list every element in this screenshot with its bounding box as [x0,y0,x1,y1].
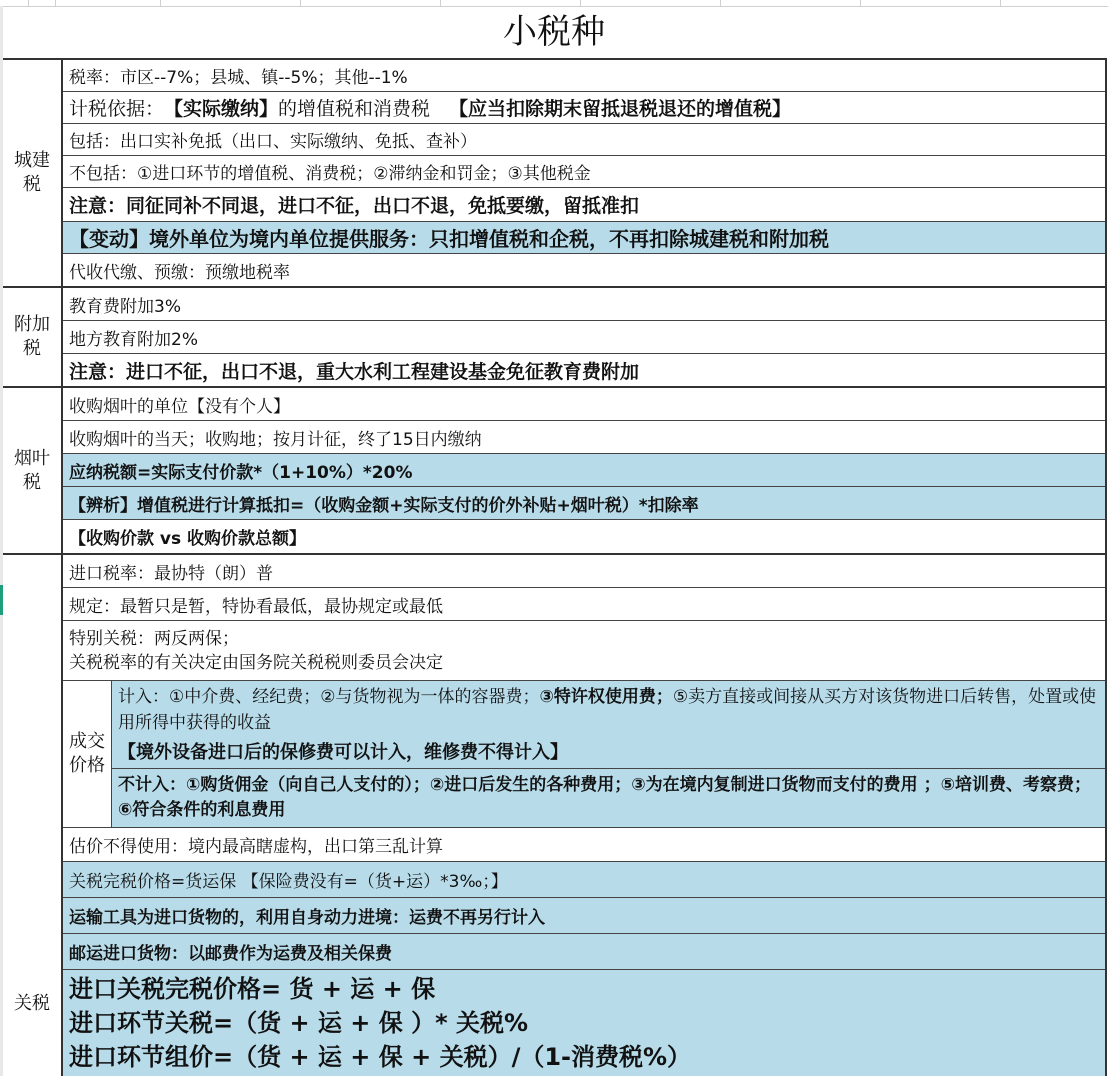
table-row[interactable]: 【变动】境外单位为境内单位提供服务：只扣增值税和企税，不再扣除城建税和附加税 [63,222,1105,254]
formula-line: 进口环节关税=（货 + 运 + 保 ）* 关税% [69,1009,529,1037]
group-urban-construction-tax [3,60,1105,288]
table-row[interactable]: 关税完税价格=货运保 【保险费没有=（货+运）*3‰；】 [63,862,1105,898]
group-surcharge-tax [3,288,1105,388]
group-label: 附加税 [3,288,63,386]
table-row[interactable]: 地方教育附加2% [63,321,1105,354]
table-row[interactable]: 进口税率：最协特（朗）普 [63,555,1105,588]
sub-label: 成交价格 [63,681,112,827]
group-customs-duty [3,555,1105,1076]
table-row[interactable]: 代收代缴、预缴：预缴地税率 [69,262,290,283]
table-row[interactable]: 收购烟叶的当天；收购地；按月计征，终了15日内缴纳 [63,421,1105,454]
table-row[interactable]: 包括：出口实补免抵（出口、实际缴纳、免抵、查补） [63,124,1105,156]
sheet-title: 小税种 [503,12,605,52]
formula-line: 进口关税完税价格= 货 + 运 + 保 [69,975,436,1003]
group-tobacco-leaf-tax [3,388,1105,555]
table-row[interactable]: 收购烟叶的单位【没有个人】 [63,388,1105,421]
tax-table [3,58,1107,1076]
group-label: 城建税 [3,60,63,286]
table-row[interactable]: 教育费附加3% [63,288,1105,321]
table-row[interactable]: 注意：同征同补不同退，进口不征，出口不退，免抵要缴，留抵准扣 [63,188,1105,222]
table-row[interactable]: 税率：市区--7%；县城、镇--5%；其他--1% [63,60,1105,92]
excluded-items-row[interactable]: 不计入：①购货佣金（向自己人支付的）；②进口后发生的各种费用；③为在境内复制进口货物而支付的费用 ；⑤培训费、考察费；⑥符合条件的利息费用 [118,775,1091,820]
included-items-row[interactable]: 计入：①中介费、经纪费；②与货物视为一体的容器费；③特许权使用费；⑤卖方直接或间接从买方对该货物进口后转售，处置或使用所得中获得的收益 【境外设备进口后的保修费可以计入，维修费不得计入】 [112,681,1105,769]
group-label: 烟叶税 [3,388,63,553]
table-row[interactable]: 不包括：①进口环节的增值税、消费税；②滞纳金和罚金；③其他税金 [63,156,1105,188]
group-label: 关税 [3,555,63,1076]
formula-row[interactable] [63,970,1105,1076]
table-row[interactable]: 应纳税额=实际支付价款*（1+10%）*20% [63,454,1105,487]
table-row[interactable]: 特别关税：两反两保； 关税税率的有关决定由国务院关税税则委员会决定 [63,621,1105,681]
table-row[interactable]: 规定：最暂只是暂，特协看最低，最协规定或最低 [63,588,1105,621]
table-row[interactable]: 运输工具为进口货物的，利用自身动力进境：运费不再另行计入 [63,898,1105,934]
table-row[interactable]: 估价不得使用：境内最高瞎虚构，出口第三乱计算 [63,828,1105,862]
table-row[interactable]: 注意：进口不征，出口不退，重大水利工程建设基金免征教育费附加 [69,360,640,383]
table-row[interactable]: 计税依据： 【实际缴纳】 的增值税和消费税 【应当扣除期末留抵退税退还的增值税】 [63,92,1105,124]
table-row[interactable]: 邮运进口货物：以邮费作为运费及相关保费 [63,934,1105,970]
table-row[interactable]: 【辨析】增值税进行计算抵扣=（收购金额+实际支付的价外补贴+烟叶税）*扣除率 [63,487,1105,520]
formula-line: 进口环节组价=（货 + 运 + 保 + 关税）/（1-消费税%） [69,1043,692,1071]
transaction-price-section [63,681,1105,828]
table-row[interactable]: 【收购价款 vs 收购价款总额】 [69,529,307,549]
